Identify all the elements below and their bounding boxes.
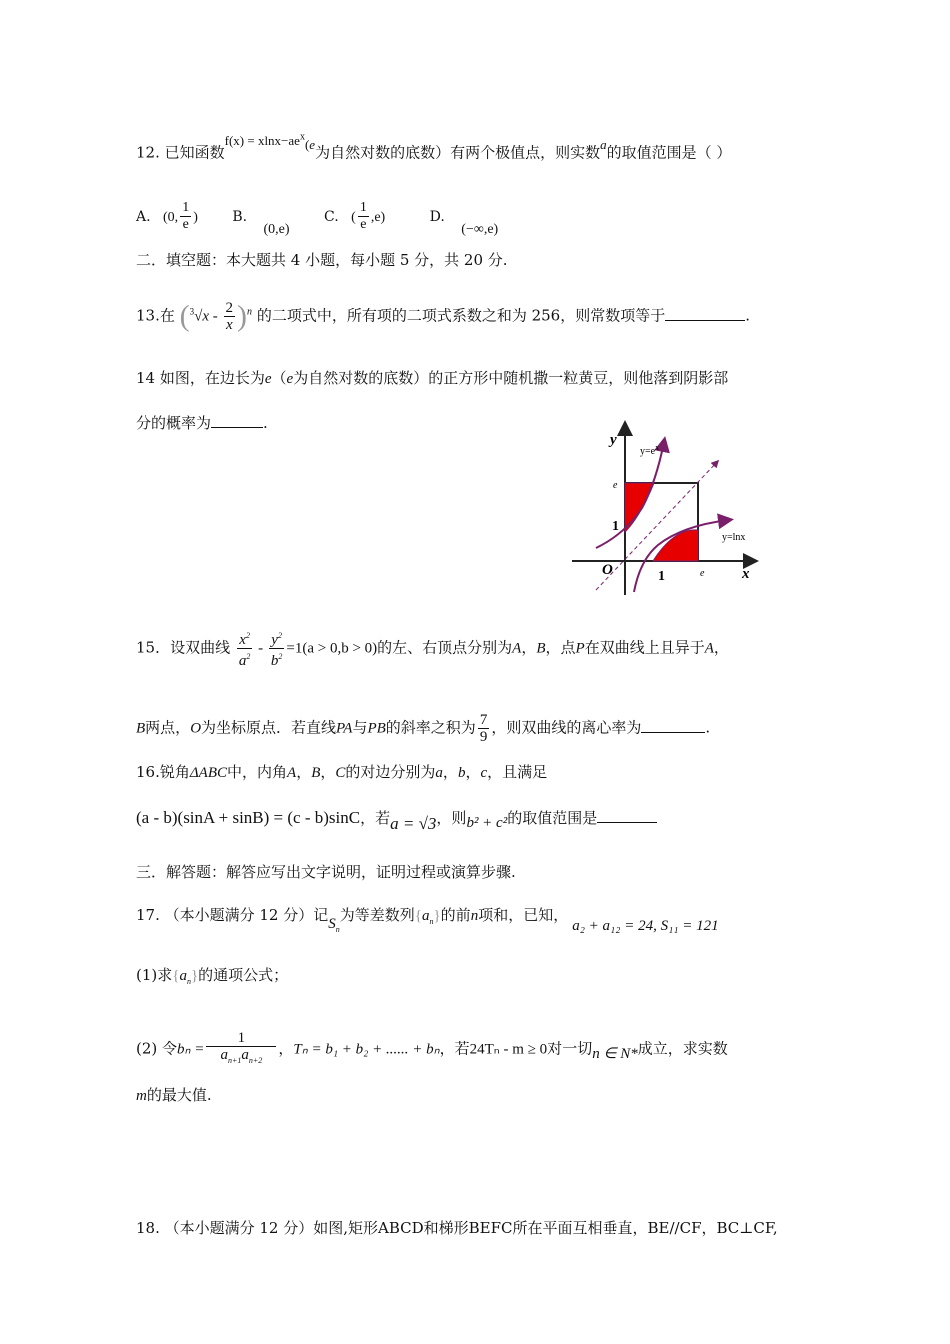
option-a: A. (0, $\frac{1}{e}$ ): [136, 200, 198, 232]
label-x: x: [742, 566, 750, 582]
q18: 18. （本小题满分 12 分）如图,矩形ABCD和梯形BEFC所在平面互相垂直，BE//CF，BC⊥CF,: [136, 1219, 778, 1237]
q12-options: [136, 200, 499, 237]
q14-figure: [570, 420, 770, 600]
q12-function: $f(x) = xlnx-ae^x$: [224, 132, 305, 149]
option-d: D. (−∞,e): [429, 208, 499, 237]
label-1-left: 1: [612, 519, 619, 534]
q17-line1: 17. （本小题满分 12 分）记$S_n$为等差数列$\{a_n\}$的前n项和，已知，a₂ + a₁₂ = 24, S₁₁ = 121: [136, 906, 719, 934]
q17-part1: (1)求$\{a_n\}$的通项公式；: [136, 966, 289, 986]
q17-part2-cont: m的最大值.: [136, 1086, 212, 1104]
q12-stem: 12. 已知函数$f(x) = xlnx-ae^x(e$为自然对数的底数）有两个极值点，则实数a的取值范围是（ ）: [136, 132, 732, 162]
label-y: y: [610, 432, 617, 448]
option-b: B. (0,e): [232, 208, 290, 237]
q17-part2: (2) 令bₙ = $\frac{1}{a_{n+1}a_{n+2}}$ ，Tₙ = b₁ + b₂ + ...... + bₙ，若24Tₙ - m ≥ 0对一切n ∈ N*成立，求实数: [136, 1030, 728, 1065]
label-origin: O: [602, 562, 613, 578]
q14-line2: 分的概率为 .: [136, 414, 268, 432]
q16-answer-blank: [597, 808, 657, 823]
q13-answer-blank: [665, 306, 745, 321]
section-2-heading: 二．填空题：本大题共 4 小题，每小题 5 分，共 20 分.: [136, 251, 508, 269]
label-e-top: e: [613, 480, 618, 491]
q15-line2: B两点，O为坐标原点．若直线PA与PB的斜率之积为 $\frac{7}{9}$ ，则双曲线的离心率为 .: [136, 712, 711, 745]
label-curve-ln: y=lnx: [722, 532, 746, 543]
q14-line1: 14 如图，在边长为e（e为自然对数的底数）的正方形中随机撒一粒黄豆，则他落到阴影部: [136, 369, 729, 387]
label-1-bottom: 1: [658, 569, 665, 584]
q15-answer-blank: [641, 718, 705, 733]
q13: 13.在 ($^3$√x - $\frac{2}{x}$ )$^n$ 的二项式中，所有项的二项式系数之和为 256，则常数项等于 .: [136, 299, 751, 333]
q15-line1: 15．设双曲线 $\frac{x^2}{a^2}$ - $\frac{y^2}{b^2}$ =1(a > 0,b > 0)的左、右顶点分别为A，B，点P在双曲线上且异于A，: [136, 628, 729, 669]
label-curve-exp: $y=e^x$: [640, 443, 660, 457]
label-e-bottom: e: [700, 568, 705, 579]
q14-answer-blank: [211, 413, 263, 428]
q16-line2: (a - b)(sinA + sinB) = (c - b)sinC，若a = √3，则b² + c²的取值范围是: [136, 808, 657, 829]
option-c: C. ( $\frac{1}{e}$ ,e): [324, 200, 386, 232]
section-3-heading: 三．解答题：解答应写出文字说明，证明过程或演算步骤.: [136, 863, 516, 881]
q16-line1: 16.锐角ΔABC中，内角A，B，C的对边分别为a，b，c，且满足: [136, 763, 548, 781]
